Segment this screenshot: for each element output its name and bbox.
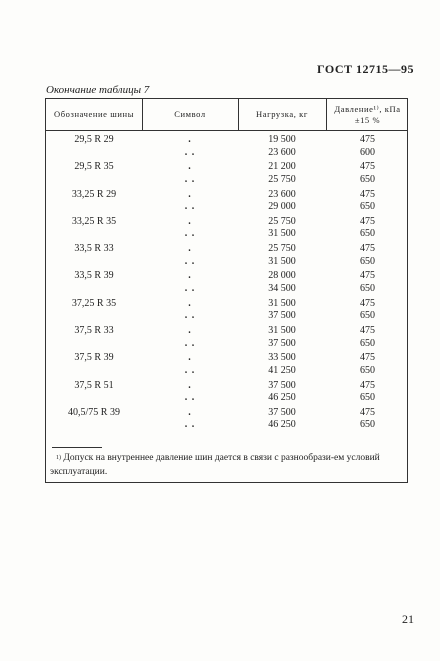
pressure-cell: 475 650 [360,161,375,185]
load-cell: 21 200 25 750 [268,161,296,185]
symbol-cell: . . . [184,134,196,158]
pressure-cell: 475 650 [360,243,375,267]
document-header: ГОСТ 12715—95 [317,62,414,76]
tire-cell: 33,25 R 29 [71,188,117,200]
load-cell: 37 500 46 250 [268,406,296,431]
pressure-cell: 475 650 [360,297,375,322]
pressure-header-line1: Давление¹⁾, кПа [334,103,401,114]
table-row [46,407,407,434]
tire-cell: 33,5 R 39 [74,270,114,282]
page-number: 21 [402,612,414,626]
pressure-cell: 475 650 [360,325,375,349]
symbol-cell: . . . [184,297,196,322]
symbol-cell: . . . [184,352,196,376]
tire-cell: 37,5 R 33 [74,325,114,337]
table-row [46,325,407,352]
tire-cell: 33,5 R 33 [74,243,114,255]
symbol-cell: . . . [184,243,196,267]
symbol-cell: . . . [184,406,196,431]
pressure-cell: 475 650 [360,406,375,431]
footnote-divider [52,447,102,448]
column-header-pressure [326,99,409,130]
tire-cell: 37,25 R 35 [71,297,117,309]
table-row [46,189,407,216]
table-caption: Окончание таблицы 7 [46,84,150,96]
table-row [46,270,407,297]
symbol-cell: . . . [184,379,196,404]
load-cell: 19 500 23 600 [268,134,296,158]
pressure-cell: 475 650 [360,379,375,404]
table-row [46,380,407,407]
footnote-text: Допуск на внутреннее давление шин дается в связи с разнообрази-ем условий эксплуатации. [50,453,380,477]
load-cell: 31 500 37 500 [268,297,296,322]
table-row [46,352,407,379]
tire-cell: 37,5 R 51 [74,379,114,391]
load-cell: 25 750 31 500 [268,215,296,240]
table-body [46,134,407,434]
symbol-cell: . . . [184,188,196,213]
tire-cell: 29,5 R 35 [74,161,114,173]
symbol-cell: . . . [184,215,196,240]
load-cell: 31 500 37 500 [268,325,296,349]
column-header-symbol: Символ [174,109,206,119]
load-cell: 37 500 46 250 [268,379,296,404]
tire-cell: 37,5 R 39 [74,352,114,364]
table-row [46,216,407,243]
tire-table [45,98,408,483]
symbol-cell: . . . [184,325,196,349]
tire-cell: 33,25 R 35 [71,215,117,227]
load-cell: 28 000 34 500 [268,270,296,294]
pressure-cell: 475 650 [360,352,375,376]
table-row [46,134,407,161]
load-cell: 23 600 29 000 [268,188,296,213]
column-header-tire: Обозначение шины [53,109,135,119]
table-header [46,99,407,131]
tire-cell: 29,5 R 29 [74,134,114,145]
table-row [46,243,407,270]
pressure-cell: 475 650 [360,215,375,240]
load-cell: 25 750 31 500 [268,243,296,267]
pressure-cell: 475 600 [360,134,375,158]
pressure-cell: 475 650 [360,270,375,294]
footnote-marker: 1) [56,455,61,461]
pressure-header-line2: ±15 % [354,114,381,125]
pressure-cell: 475 650 [360,188,375,213]
load-cell: 33 500 41 250 [268,352,296,376]
table-row [46,298,407,325]
symbol-cell: . . . [184,270,196,294]
symbol-cell: . . . [184,161,196,185]
footnote [50,451,402,479]
column-header-load: Нагрузка, кг [256,109,308,119]
tire-cell: 40,5/75 R 39 [68,406,120,418]
table-row [46,161,407,188]
